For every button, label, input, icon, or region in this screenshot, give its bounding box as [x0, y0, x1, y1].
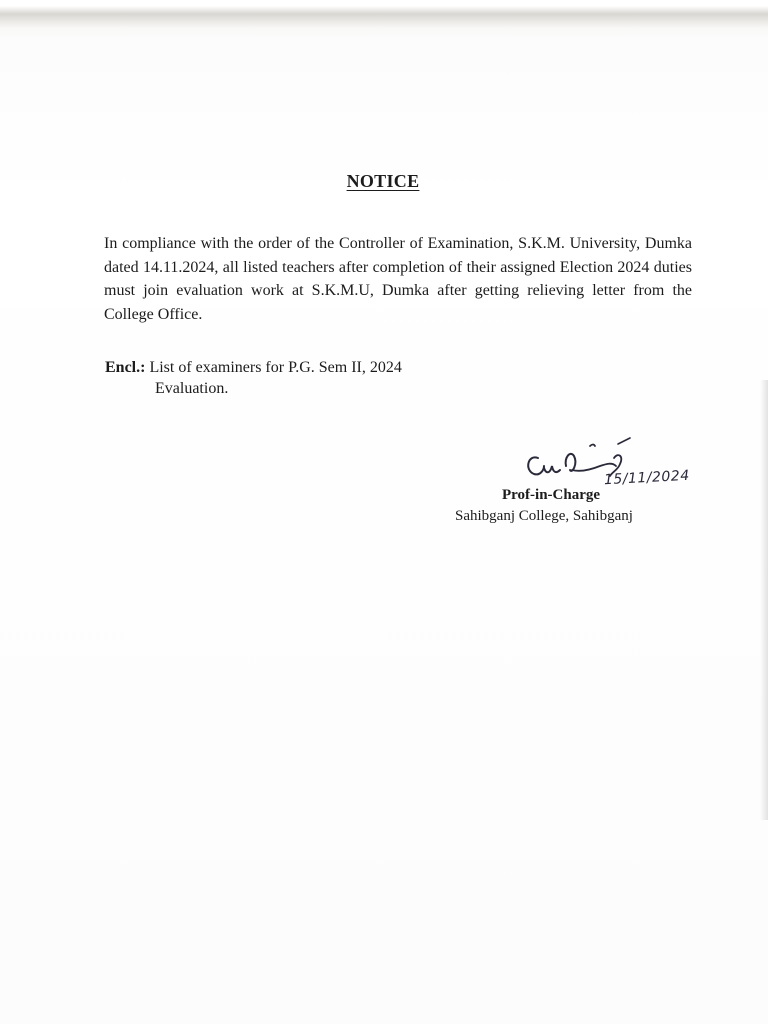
signature-date: 15/11/2024 — [603, 467, 691, 489]
paper-top-shadow — [0, 0, 768, 28]
enclosure-line-2: Evaluation. — [155, 380, 229, 397]
notice-body: In compliance with the order of the Controller of Examination, S.K.M. University, Dumka dated 14.11.2024, all listed teachers after completion of their assigned Election 2024 duties must join evaluation work at S.K.M.U, Dumka after getting relieving letter from the College Office. — [104, 235, 692, 323]
enclosure-line-1: List of examiners for P.G. Sem II, 2024 — [149, 359, 402, 376]
institution-name: Sahibganj College, Sahibganj — [455, 508, 633, 524]
signatory-designation: Prof-in-Charge — [502, 487, 601, 503]
enclosure-label: Encl.: — [105, 359, 146, 376]
enclosure-block — [105, 357, 465, 399]
notice-title: NOTICE — [346, 171, 420, 191]
paper-right-edge — [760, 380, 768, 820]
